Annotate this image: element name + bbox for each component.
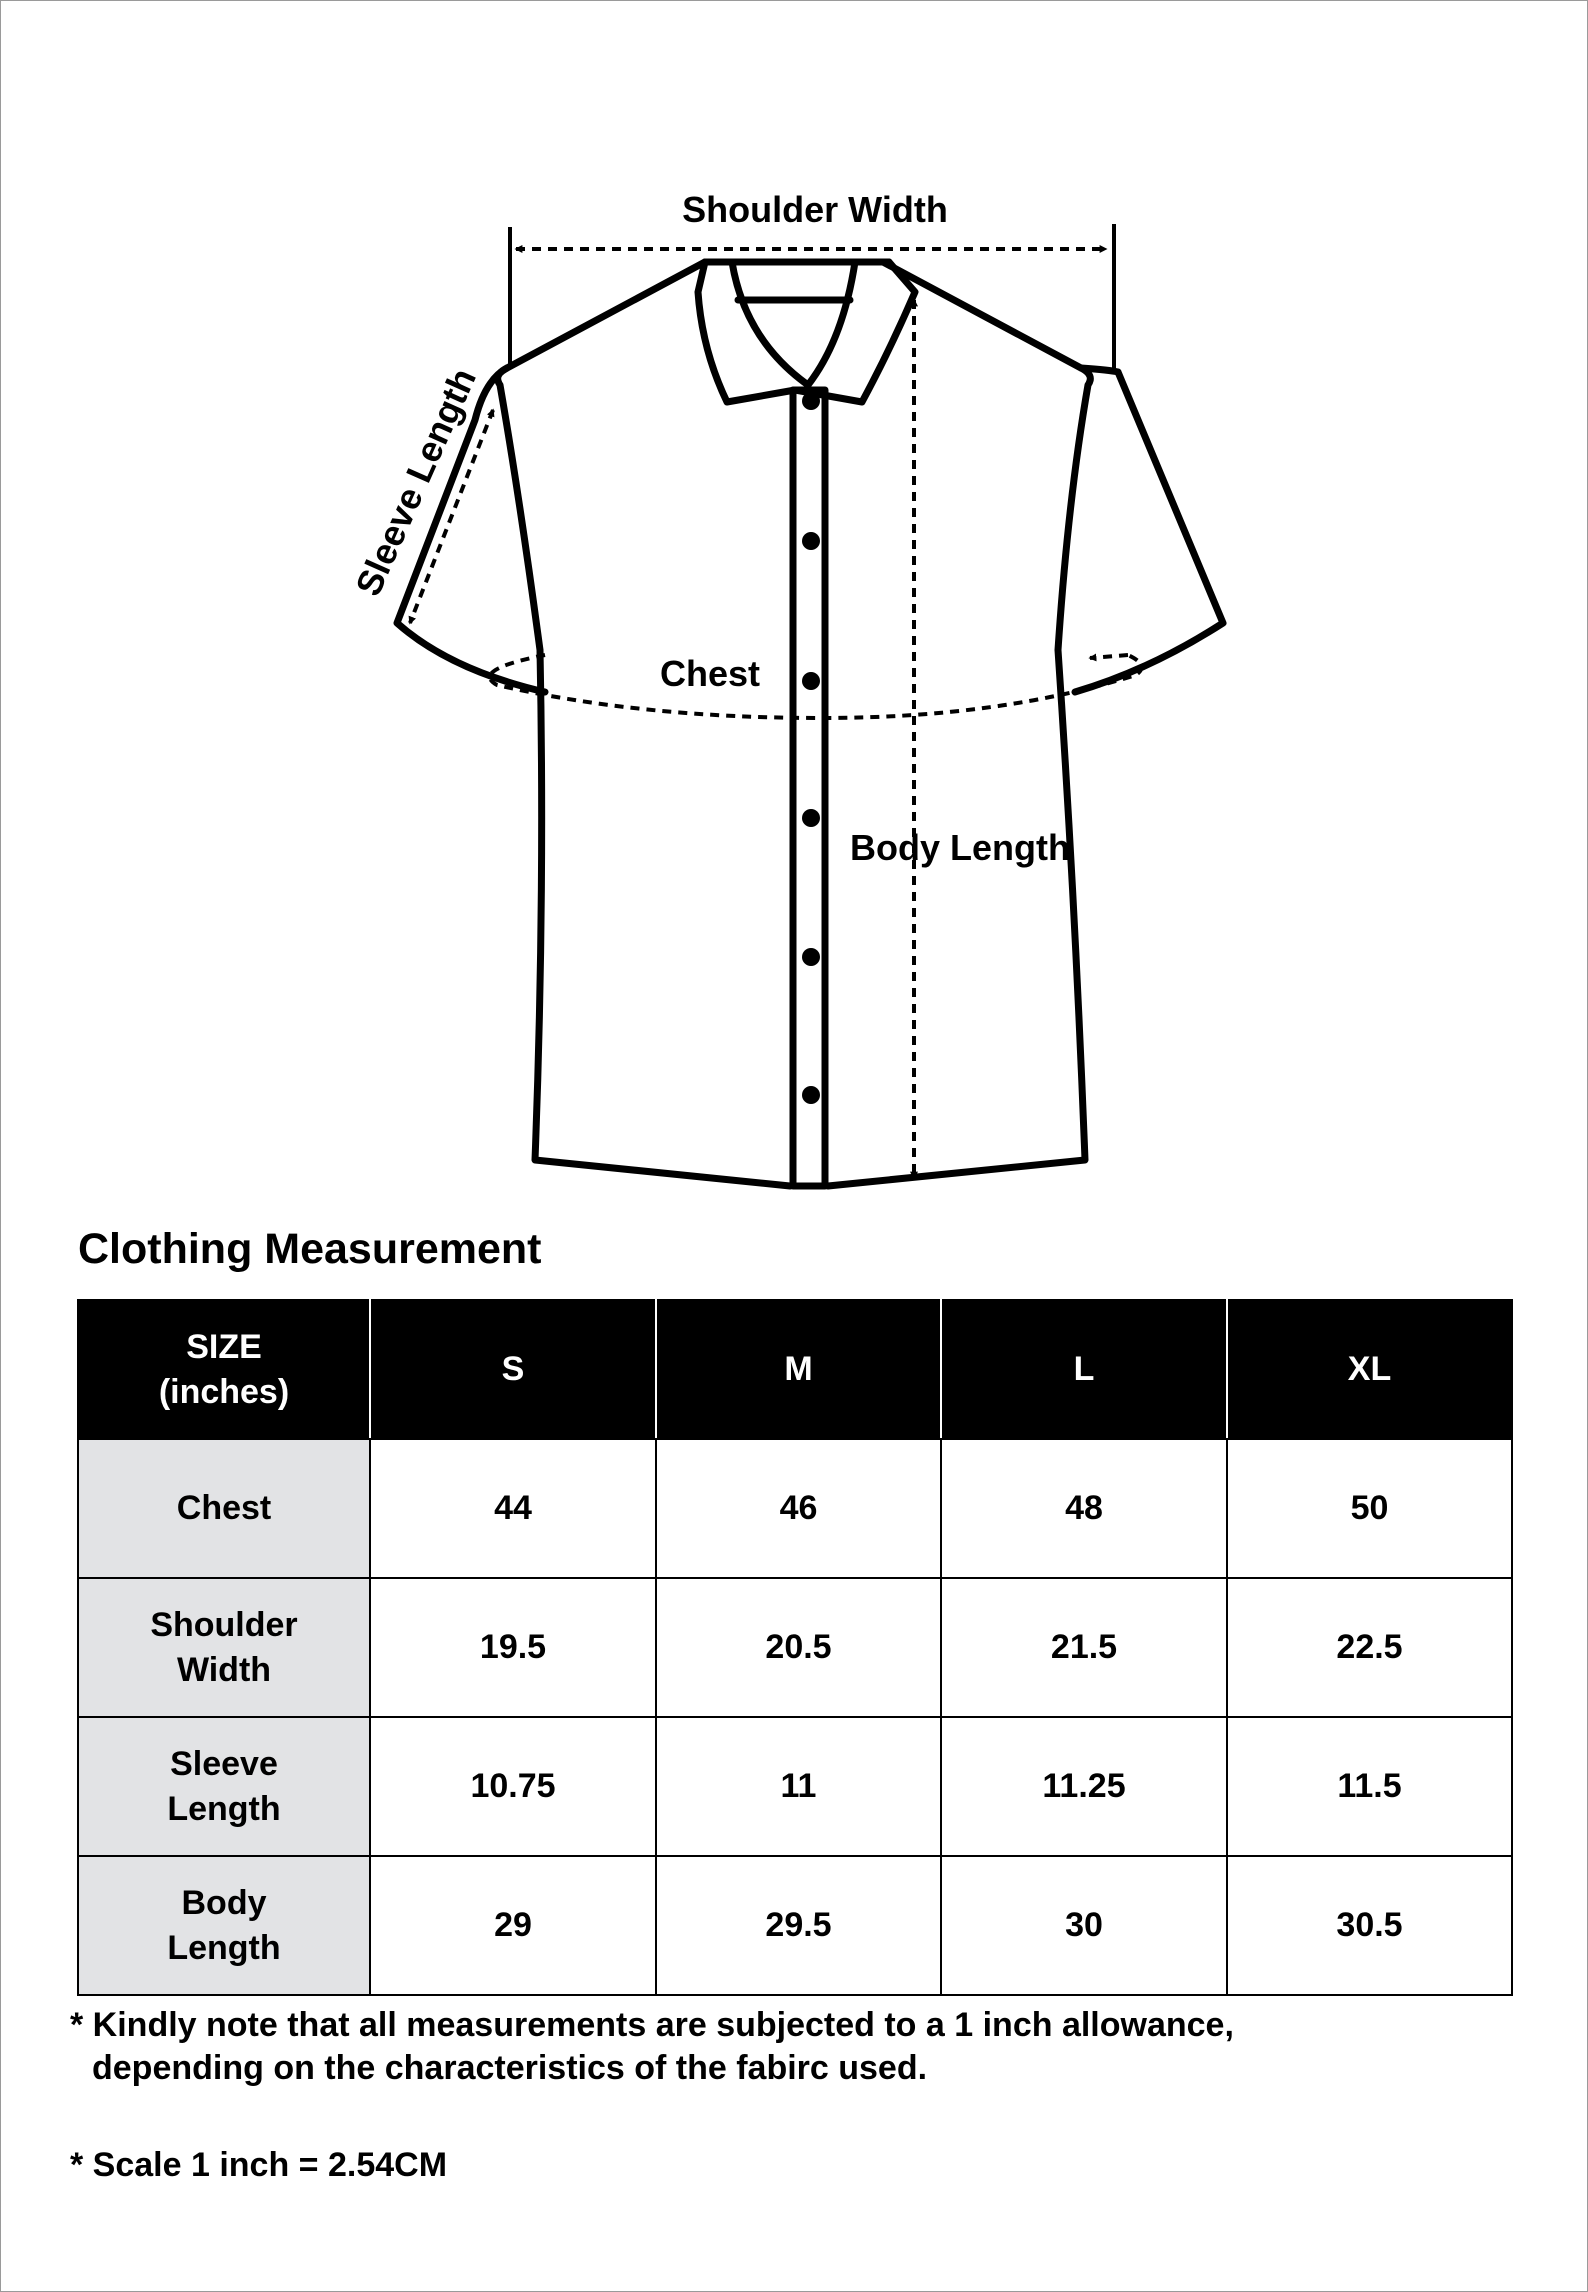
table-title: Clothing Measurement — [78, 1225, 542, 1273]
measurement-table — [77, 1299, 1513, 1996]
table-cell: 19.5 — [370, 1578, 656, 1717]
table-row-body-length — [78, 1856, 1512, 1995]
allowance-note — [70, 2004, 1234, 2090]
button-3 — [802, 672, 820, 690]
shirt-buttons — [802, 392, 820, 1104]
table-cell: 20.5 — [656, 1578, 941, 1717]
allowance-note-line1: * Kindly note that all measurements are subjected to a 1 inch allowance, — [70, 2006, 1234, 2044]
header-size-line2: (inches) — [158, 1372, 290, 1411]
table-cell: 46 — [656, 1439, 941, 1578]
table-cell: 44 — [370, 1439, 656, 1578]
table-cell: 30.5 — [1227, 1856, 1512, 1995]
table-cell: 50 — [1227, 1439, 1512, 1578]
button-1 — [802, 392, 820, 410]
table-cell: 22.5 — [1227, 1578, 1512, 1717]
chest-label: Chest — [659, 653, 761, 694]
table-cell: 11.5 — [1227, 1717, 1512, 1856]
table-cell: 11.25 — [941, 1717, 1227, 1856]
row-label-body-length — [78, 1856, 370, 1995]
row-label-shoulder-width — [78, 1578, 370, 1717]
header-size-xl: XL — [1227, 1300, 1512, 1439]
table-cell: 30 — [941, 1856, 1227, 1995]
row-label-line1: Chest — [176, 1489, 272, 1528]
row-label-line2: Width — [176, 1650, 272, 1689]
button-6 — [802, 1086, 820, 1104]
button-5 — [802, 948, 820, 966]
shoulder-width-label: Shoulder Width — [682, 189, 948, 230]
table-row-chest — [78, 1439, 1512, 1578]
table-header-row — [78, 1300, 1512, 1439]
table-row-sleeve-length — [78, 1717, 1512, 1856]
row-label-sleeve-length — [78, 1717, 370, 1856]
row-label-line1: Sleeve — [170, 1745, 278, 1784]
row-label-line2: Length — [167, 1789, 281, 1828]
row-label-chest — [78, 1439, 370, 1578]
body-length-label: Body Length — [850, 827, 1070, 868]
sleeve-length-label: Sleeve Length — [347, 362, 484, 602]
table-cell: 10.75 — [370, 1717, 656, 1856]
header-size-line1: SIZE — [186, 1328, 262, 1367]
table-cell: 11 — [656, 1717, 941, 1856]
row-label-line1: Body — [181, 1884, 267, 1923]
row-label-line1: Shoulder — [150, 1606, 298, 1645]
header-size-l: L — [941, 1300, 1227, 1439]
allowance-note-line2: depending on the characteristics of the fabirc used. — [92, 2049, 928, 2087]
header-size-units — [78, 1300, 370, 1439]
scale-note: * Scale 1 inch = 2.54CM — [70, 2146, 448, 2184]
table-cell: 29.5 — [656, 1856, 941, 1995]
table-cell: 21.5 — [941, 1578, 1227, 1717]
header-size-s: S — [370, 1300, 656, 1439]
header-size-m: M — [656, 1300, 941, 1439]
button-2 — [802, 532, 820, 550]
button-4 — [802, 809, 820, 827]
table-cell: 48 — [941, 1439, 1227, 1578]
row-label-line2: Length — [167, 1928, 281, 1967]
table-row-shoulder-width — [78, 1578, 1512, 1717]
table-cell: 29 — [370, 1856, 656, 1995]
